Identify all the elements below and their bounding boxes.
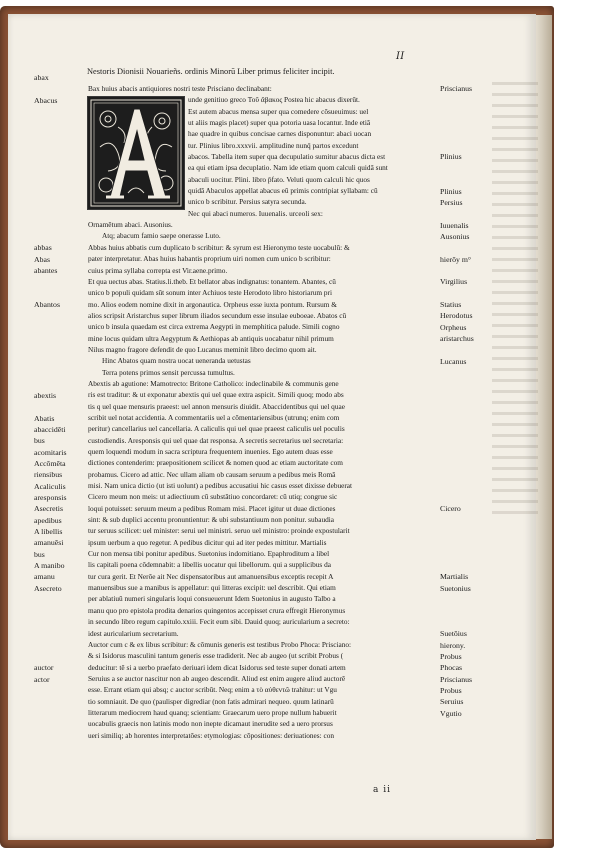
main-text-block xyxy=(88,83,434,741)
margin-note: Martialis xyxy=(440,572,469,582)
text-line: litterarum mediocrem haud quanq; scientiam: Graecarum uero prope nullum habuerit xyxy=(88,707,337,717)
margin-note: Plinius xyxy=(440,186,462,196)
margin-note: Vgutio xyxy=(440,708,462,718)
text-line: tur cura gerit. Et Nerōe ait Nec dispensatoribus aut amanuensibus exceptis recepit A xyxy=(88,571,334,581)
text-line: uocabulis graecis non latinis modo non inepte dicamaut inerudite sed a uero prorsus xyxy=(88,719,333,729)
text-line: Ornamētum abaci. Ausonius. xyxy=(88,220,173,230)
text-line: mine locus quidam ultra Aegyptum & Aethiopas ab antiquis uocabatur nihil primum xyxy=(88,333,334,343)
margin-note: abextis xyxy=(34,390,57,400)
text-line: hae quadre in quibus concisae carnes disponuntur: abaci uocan xyxy=(188,129,372,139)
text-line: sint: & sub duplici accentu pronuntientur: & ubi substantiuum non ponitur. subaudia xyxy=(88,515,335,525)
text-line: loqui potuisset: seruum meum a pedibus Romam misi. Placet igitur ut duae dictiones xyxy=(88,503,336,513)
margin-note: auctor xyxy=(34,663,54,673)
text-line: ea qui etiam ipsa decuplatio. Nam ide etiam quom calculi quidā sunt xyxy=(188,163,388,173)
text-line: Auctor cum c & ex libus scribitur: & cōmunis generis est testibus Probo Phoca: Prisciano: xyxy=(88,639,352,649)
text-line: peritur) cancellarius uel cancellaria. A caliculis qui uel quae praeest caliculis uel poculis xyxy=(88,424,345,434)
text-line: unico b populi quidam sūt sonum inter Achiuos teste Herodoto libro historiarum pri xyxy=(88,288,333,298)
text-line: abaculi uocitur. Plini. libro p̄fato. Veluti quom calculi hic quos xyxy=(188,174,370,184)
text-line: mo. Alios eodem nomine dixit in argonautica. Orpheus esse iuxta pontum. Rursum & xyxy=(88,299,337,309)
text-line: Nec qui abaci numeros. Iuuenalis. urceoli sex: xyxy=(188,208,323,218)
text-line: Hinc Abatos quam nostra uocat ueneranda uetustas xyxy=(102,356,251,366)
text-line: unde genitiuo greco Τοῦ ἄβακος Postea hic abacus dixerūt. xyxy=(188,95,360,105)
margin-note: Phocas xyxy=(440,663,463,673)
margin-note: Asecretis xyxy=(34,504,64,514)
text-line: cuius prima syllaba correpta est Vir.aene.primo. xyxy=(88,265,228,275)
text-line: Cur non mensa tibi ponitur apedibus. Suetonius indomitiano. Epaphroditum a libel xyxy=(88,549,330,559)
margin-note: amanu xyxy=(34,572,55,582)
margin-note: amanuēsi xyxy=(34,538,64,548)
margin-note: Herodotus xyxy=(440,311,473,321)
margin-note: apedibus xyxy=(34,515,62,525)
text-line: ueri similiq; ab horentes interpretatōes: etymologias: cōpositiones: deriuationes: con xyxy=(88,730,335,740)
text-line: Cicero meum non meis: ut adiectiuum cū substātiuo concordaret: cū utiq; congrue sic xyxy=(88,492,338,502)
margin-note: Iuuenalis xyxy=(440,220,469,230)
margin-note: riensibus xyxy=(34,470,63,480)
margin-note: Abantos xyxy=(34,300,60,309)
margin-note: Cicero xyxy=(440,504,461,514)
margin-note: Abatis xyxy=(34,413,55,423)
margin-note: Suetōius xyxy=(440,629,467,639)
text-line: tis q uel quae mensuris praeest: uel annon mensuris diuidit. Abaccidentibus qui uel quae xyxy=(88,401,345,411)
text-line: Et qua uectus abas. Statius.li.theb. Et bellator abas indignatus: tonantem. Abantes, cū xyxy=(88,276,336,286)
text-line: Nilus magno fragore defendit de quo Lucanus meminit libro decimo quom ait. xyxy=(88,344,317,354)
text-line: deducitur: tē si a uerbo praefato deriuari idem dicat Isidorus sed teste super donati artem xyxy=(88,662,346,672)
text-line: abacos. Tabella item super qua decupulatio sumitur abacus dicta est xyxy=(188,152,386,162)
margin-note: bus xyxy=(34,436,45,446)
show-through-text xyxy=(492,74,538,774)
margin-note: abantes xyxy=(34,265,58,275)
text-line: idest auricularium secretarium. xyxy=(88,628,179,638)
folio-number: II xyxy=(396,51,405,62)
margin-note: Probus xyxy=(440,685,462,695)
text-line: custodiendis. Aresponsis qui uel quae dat responsa. A secretis secretarius uel secretaria: xyxy=(88,435,344,445)
margin-note: Suetonius xyxy=(440,583,471,593)
margin-note: aristarchus xyxy=(440,334,474,344)
margin-note: actor xyxy=(34,674,50,684)
text-line: scribit uel notat accidentia. A commentariis uel a cōmentariensibus (utrunq; enim com xyxy=(88,412,340,422)
margin-note: Priscianus xyxy=(440,84,473,94)
text-line: Seruius a se auctor nascitur non ab augeo descendit. Aliud est enim augere aliud auctorē xyxy=(88,673,346,683)
text-line: lis capitali poena cōdemnabit: a libellis uocatur qui libellorum. qui a supplicibus da xyxy=(88,560,331,570)
margin-note: hierony. xyxy=(440,640,466,650)
margin-note: Orpheus xyxy=(440,322,467,332)
text-line: tio somniauit. De quo (paulisper digrediar (non fatis admirari nequeo. quum latinarū xyxy=(88,696,334,706)
text-line: Bax huius abacis antiquiores nostri teste Prisciano declinabant: xyxy=(88,84,272,93)
margin-note: Acaliculis xyxy=(34,481,66,491)
signature-mark: a ii xyxy=(373,785,391,795)
margin-note: Virgilius xyxy=(440,277,468,287)
margin-note: Probus xyxy=(440,651,462,661)
margin-note: Lucanus xyxy=(440,356,467,366)
text-line: dictiones contenderim: praepositionem scilicet & nomen quod ac etiam auctoritate com xyxy=(88,458,343,468)
margin-note: Abacus xyxy=(34,95,58,105)
text-line: ut aliis magis placet) super qua potoria uasa locantur. Inde etiā xyxy=(188,118,371,128)
margin-note: Priscianus xyxy=(440,674,473,684)
margin-note: Plinius xyxy=(440,152,462,162)
text-line: & si Isidorus masculini tantum generis esse tradiderit. Nec ab augeo (ut scribit Probus ( xyxy=(88,651,344,661)
text-line: esse. Errant etiam qui absq; c auctor scribūt. Neq; enim a τὸ αὐθεντῶ trahitur: ut Vgu xyxy=(88,685,337,695)
text-line: probamus. Cicero ad attic. Nec ullam aliam ob causam seruum a pedibus meis Romā xyxy=(88,469,336,479)
text-line: quem loquendi modum in sacra scriptura frequentem inuenies. Ego autem duas esse xyxy=(88,447,333,456)
margin-note: abbas xyxy=(34,243,52,253)
text-line: Terra potens primos sensit percussa tumultus. xyxy=(102,367,235,377)
margin-note: Asecreto xyxy=(34,583,62,593)
text-line: Abbas huius abbatis cum duplicato b scribitur: & syrum est Hieronymo teste uocabulū: & xyxy=(88,242,350,252)
text-line: ris est traditur: & ut exponatur abextis qui uel quae extra aspicit. Simili quoq; modo abs xyxy=(88,390,344,400)
text-line: Atq; abacum famio saepe onerasse Luto. xyxy=(102,231,221,241)
text-line: unico b insula quaedam est circa extrema Aegypti in memphitica palude. Simili cogno xyxy=(88,322,340,332)
margin-note: Seruius xyxy=(440,697,464,707)
text-line: per ablatiuū numeri singularis loqui consueuerunt Idem Suetonius in augusto Talbo a xyxy=(88,594,336,604)
text-line: alios scripsit Aristarchus super librum iliados secundum esse insulae euboeae. Abatos cū xyxy=(88,310,347,320)
text-line: Abextis ab agutione: Mamotrecto: Britone Catholico: indeclinabile & communis gene xyxy=(88,378,339,388)
margin-note: Persius xyxy=(440,197,463,207)
text-line: quidā Abaculos appellat abacus eū primis contripiat syllabam: cū xyxy=(188,186,378,196)
text-line: manuensibus sue a manibus is appellatur: qui litteras excipit: uel describit. Qui etiam xyxy=(88,583,336,593)
text-line: tur. Plinius libro.xxxvii. amplitudine nunq̄ partos excedunt xyxy=(188,140,359,150)
text-line: unico b scribitur. Persius satyra secunda. xyxy=(188,197,307,207)
margin-note: A manibo xyxy=(34,561,65,571)
margin-note: Statius xyxy=(440,300,462,309)
text-line: misi. Nam unica dictio (ut isti uolunt) a pedibus accusatiui hic casus esset dixisse debuerat xyxy=(88,481,353,491)
margin-note: abax xyxy=(34,73,49,82)
margin-note: Ausonius xyxy=(440,231,470,241)
margin-note: Accōmēta xyxy=(34,458,66,468)
text-line: tur seruus scilicet: uel minister: serui uel ministri. seruo uel ministro: proinde expostularit xyxy=(88,526,350,536)
margin-note: bus xyxy=(34,549,45,559)
text-line: Est autem abacus mensa super qua comedere cōsueuimus: uel xyxy=(188,106,369,116)
margin-note: acomitaris xyxy=(34,447,67,457)
margin-note: abaccidēti xyxy=(34,424,66,434)
text-line: in secundo libro regum capitulo.xxiii. Fecit eum sibi. Dauid quoq; auricularium a secreto: xyxy=(88,617,350,627)
margin-note: hierōy m° xyxy=(440,254,472,264)
page-heading: Nestoris Dionisii Nouarieñs. ordinis Minorū Liber primus feliciter incipit. xyxy=(87,67,335,76)
text-line: pater interpretatur. Abas huius habantis proprium uiri nomen cum unico b scribitur: xyxy=(88,254,331,264)
margin-note: A libellis xyxy=(34,527,63,536)
text-line: ipsum uerbum a quo regetur. A pedibus dicitur qui ad iter pedes mittitur. Martialis xyxy=(88,537,327,547)
margin-note: aresponsis xyxy=(34,492,67,502)
margin-note: Abas xyxy=(34,254,51,264)
text-line: manu quo pro epistola prodita denarios quingentos accepisset crura effregit Hieronymus xyxy=(88,605,346,615)
